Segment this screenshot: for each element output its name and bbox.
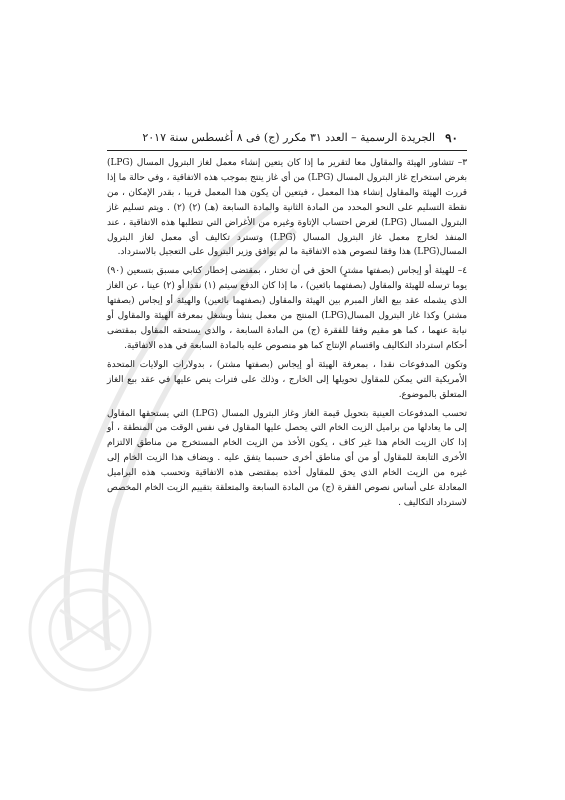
paragraph-in-kind-payments: تحسب المدفوعات العينية بتحويل قيمة الغاز وغاز البترول المسال (LPG) التي يستحقها المقاول إلى ما يعادلها من براميل الزيت الخام التي يحصل عليها المقاول في نفس الوقت من المنطقة ، أو إذا كان الزيت الخام هذا غير كاف ، يكون الأخذ من الزيت الخام المستخرج من مناطق الالتزام الأخرى التابعة للمقاول أو من أي مناطق أخرى حسبما يتفق عليه . ويضاف هذا الزيت الخام إلى غيره من الزيت الخام الذي يحق للمقاول أخذه بمقتضى هذه الاتفاقية وتحسب هذه البراميل المعادلة على أساس نصوص الفقرة (ج) من المادة السابعة والمتعلقة بتقييم الزيت الخام المخصص لاسترداد التكاليف . xyxy=(107,408,467,508)
header-divider xyxy=(107,150,467,151)
paragraph-clause-4: ٤– للهيئة أو إيجاس (بصفتها مشترٍ) الحق في أن تختار ، بمقتضى إخطار كتابي مسبق بتسعين (٩٠) يوما ترسله للهيئة والمقاول (بصفتهما بائعين) ، ما إذا كان الدفع سيتم (١) نقدا أو (٢) عينا ، عن الغاز الذي يشمله عقد بيع الغاز المبرم بين الهيئة والمقاول (بصفتهما بائعين) والهيئة أو إيجاس (بصفتها مشتر) وكذا غاز البترول المسال(LPG) المنتج من معمل ينشأ ويشغل بمعرفة الهيئة والمقاول أو نيابة عنهما ، كما هو مقيم وفقا للفقرة (ج) من المادة السابعة ، والذي يستحقه المقاول بمقتضى أحكام استرداد التكاليف واقتسام الإنتاج كما هو منصوص عليه بالمادة السابعة في هذه الاتفاقية. xyxy=(107,266,467,351)
paragraph-clause-3: ٣– تتشاور الهيئة والمقاول معا لتقرير ما إذا كان يتعين إنشاء معمل لغاز البترول المسال (LPG) بغرض استخراج غاز البترول المسال (LPG) من أي غاز ينتج بموجب هذه الاتفاقية ، وفي حالة ما إذا قررت الهيئة والمقاول إنشاء هذا المعمل ، فيتعين أن يكون هذا المعمل قريبا ، بقدر الإمكان ، من نقطة التسليم على النحو المحدد من المادة الثانية والمادة السابعة (هـ) (٢) (٢) . ويتم تسليم غاز البترول المسال (LPG) لغرض احتساب الإتاوة وغيره من الأغراض التي تتطلبها هذه الاتفاقية ، عند المنفذ لخارج معمل غاز البترول المسال (LPG) وتسترد تكاليف أي معمل لغاز البترول المسال(LPG) هذا وفقا لنصوص هذه الاتفاقية ما لم يوافق وزير البترول على التعجيل بالاسترداد. xyxy=(107,158,468,258)
gazette-title: الجريدة الرسمية – العدد ٣١ مكرر (ج) فى ٨ أغسطس سنة ٢٠١٧ xyxy=(142,131,436,144)
paragraph-cash-payments: وتكون المدفوعات نقدا ، بمعرفة الهيئة أو إيجاس (بصفتها مشتر) ، بدولارات الولايات المتحدة الأمريكية التي يمكن للمقاول تحويلها إلى الخارج ، وذلك على فترات ينص عليها في عقد بيع الغاز المتعلق بالموضوع. xyxy=(107,359,467,400)
page-number: ٩٠ xyxy=(445,131,458,145)
document-body xyxy=(107,156,467,511)
page-header xyxy=(140,130,458,146)
